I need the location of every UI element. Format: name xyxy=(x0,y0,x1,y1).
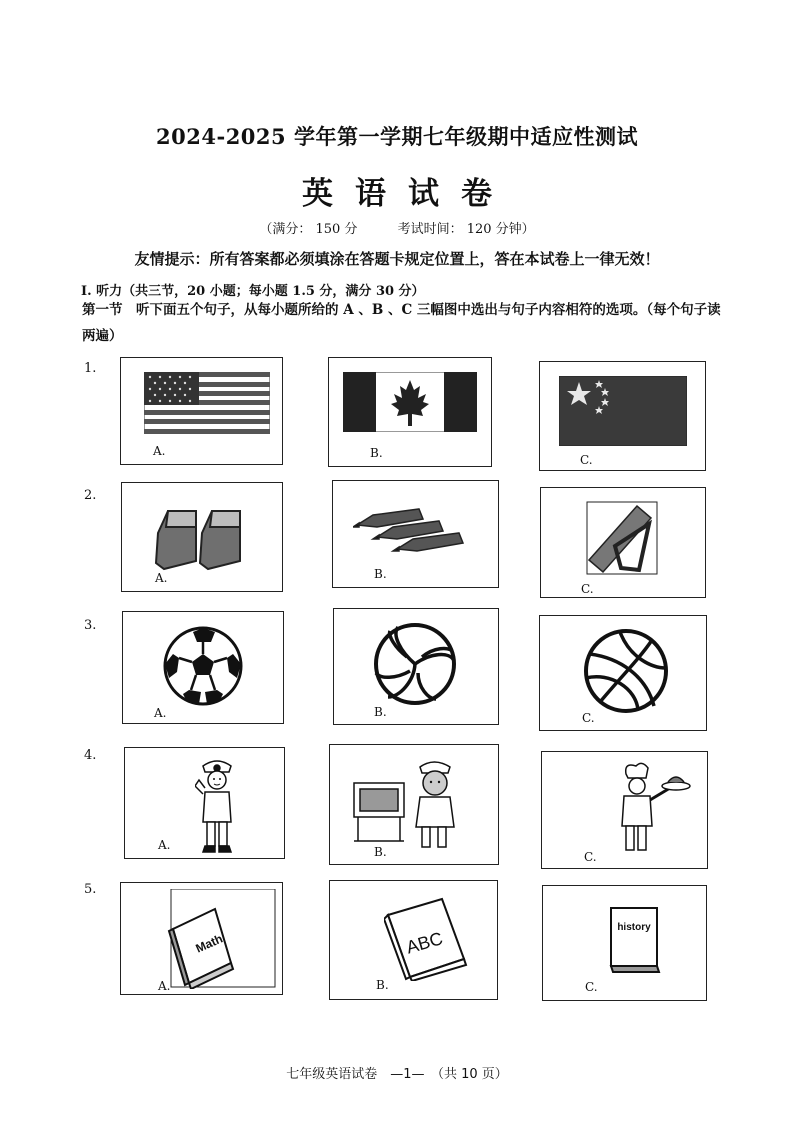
usa-flag-icon xyxy=(144,372,270,434)
option-box xyxy=(332,480,499,588)
full-score: （满分： 150 分 xyxy=(259,222,358,237)
nurse-icon xyxy=(350,757,468,853)
option-label: B. xyxy=(374,705,387,719)
exam-meta xyxy=(0,218,794,237)
option-box xyxy=(120,882,283,995)
canada-flag-icon xyxy=(343,372,477,432)
book-label: ABC xyxy=(403,928,446,958)
question-number: 2. xyxy=(84,488,97,503)
question-number: 4. xyxy=(84,748,97,763)
police-officer-icon xyxy=(195,756,239,854)
option-label: A. xyxy=(154,706,167,720)
option-label: C. xyxy=(584,850,597,864)
history-book-icon xyxy=(607,906,663,974)
volleyball-icon xyxy=(370,621,460,707)
option-box xyxy=(542,885,707,1001)
option-label: C. xyxy=(581,582,594,596)
book-label: Math xyxy=(193,931,225,956)
book-label: history xyxy=(617,922,651,933)
chef-icon xyxy=(612,762,696,858)
option-box xyxy=(539,361,706,471)
option-label: A. xyxy=(158,838,171,852)
exam-title: 2024-2025 学年第一学期七年级期中适应性测试 xyxy=(156,124,638,149)
question-number: 1. xyxy=(84,361,97,376)
option-label: A. xyxy=(158,979,171,993)
exam-time: 考试时间： 120 分钟） xyxy=(397,222,535,237)
question-number: 3. xyxy=(84,618,97,633)
basketball-icon xyxy=(580,628,672,714)
option-label: C. xyxy=(585,980,598,994)
option-label: A. xyxy=(153,444,166,458)
pencils-icon xyxy=(353,503,477,553)
friendly-tip: 友情提示：所有答案都必须填涂在答题卡规定位置上，答在本试卷上一律无效！ xyxy=(134,250,660,268)
option-label: B. xyxy=(374,567,387,581)
question-number: 5. xyxy=(84,882,97,897)
china-flag-icon xyxy=(559,376,687,446)
option-label: A. xyxy=(155,571,168,585)
option-box xyxy=(124,747,285,859)
option-label: B. xyxy=(370,446,383,460)
option-box xyxy=(329,880,498,1000)
erasers-icon xyxy=(152,503,252,575)
option-label: C. xyxy=(580,453,593,467)
section-instruction: 第一节 听下面五个句子，从每小题所给的 A 、B 、C 三幅图中选出与句子内容相符的选项。（每个句子读两遍） xyxy=(82,302,721,344)
soccer-ball-icon xyxy=(161,624,245,708)
option-box xyxy=(328,357,492,467)
option-box xyxy=(540,487,706,598)
option-box xyxy=(120,357,283,465)
section-heading: I. 听力（共三节，20 小题；每小题 1.5 分，满分 30 分） xyxy=(81,284,425,299)
option-label: C. xyxy=(582,711,595,725)
option-box xyxy=(122,611,284,724)
option-box xyxy=(121,482,283,592)
subject-title: 英语试卷 xyxy=(302,176,514,212)
page-footer: 七年级英语试卷 —1— （共 10 页） xyxy=(286,1067,508,1082)
abc-book-icon xyxy=(384,895,468,981)
math-book-icon xyxy=(167,889,277,989)
option-label: B. xyxy=(376,978,389,992)
option-box xyxy=(541,751,708,869)
rulers-icon xyxy=(581,498,661,578)
option-label: B. xyxy=(374,845,387,859)
option-box xyxy=(539,615,707,731)
option-box xyxy=(333,608,499,725)
option-box xyxy=(329,744,499,865)
